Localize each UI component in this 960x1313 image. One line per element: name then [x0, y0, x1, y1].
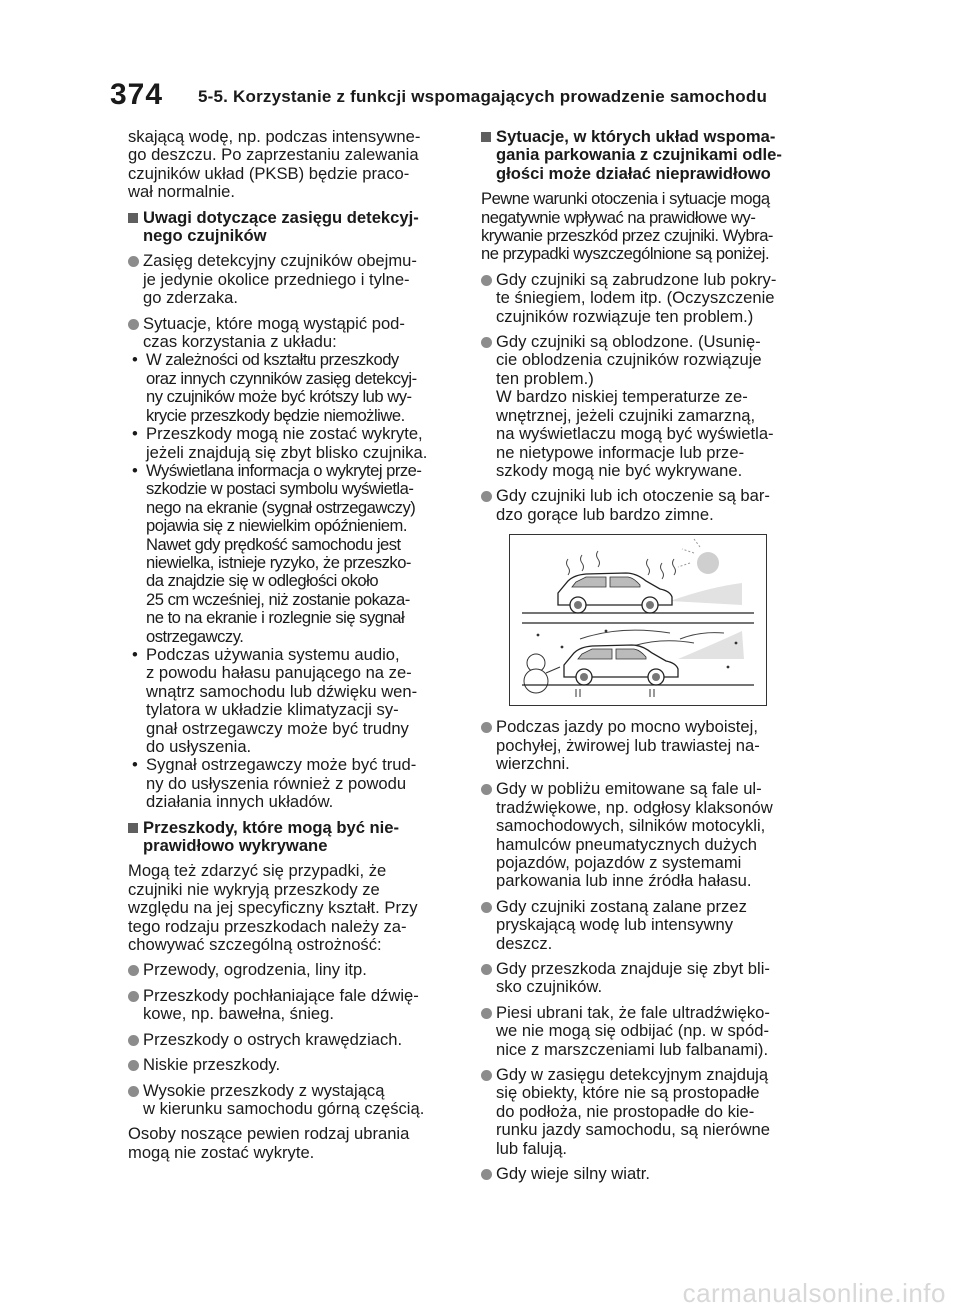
- circle-item: [481, 718, 811, 773]
- circle-bullet-icon: [481, 491, 492, 502]
- text-line: ten problem.): [496, 368, 594, 388]
- text-line: mogą nie zostać wykryte.: [128, 1142, 315, 1162]
- list-item: [128, 756, 458, 811]
- text-line: Gdy przeszkoda znajduje się zbyt bli-: [496, 959, 770, 978]
- text-line: tradźwiękowe, np. odgłosy klaksonów: [496, 797, 773, 817]
- list-item: [128, 646, 458, 756]
- circle-bullet-icon: [128, 1035, 139, 1046]
- text-line: Przewody, ogrodzenia, liny itp.: [143, 960, 367, 980]
- sun-icon: [678, 539, 719, 574]
- wind-lines-icon: [580, 630, 724, 647]
- text-line: jeżeli znajdują się zbyt blisko czujnika.: [146, 442, 428, 462]
- page-header: [110, 78, 850, 118]
- text-line: W zależności od kształtu przeszkody: [146, 350, 399, 370]
- text-line: do podłoża, nie prostopadłe do kie-: [496, 1101, 755, 1121]
- text-line: pojazdów, pojazdów z systemami: [496, 852, 742, 872]
- text-line: tylatora w układzie klimatyzacji sy-: [146, 700, 399, 720]
- car-suv-icon: [564, 645, 678, 685]
- list-item: [128, 425, 458, 462]
- text-line: da znajdzie się w odległości około: [146, 571, 379, 591]
- circle-bullet-icon: [481, 1169, 492, 1180]
- text-line: wierzchni.: [496, 753, 570, 773]
- circle-bullet-icon: [481, 722, 492, 733]
- headlight-beam-shape: [678, 631, 744, 659]
- text-line: te śniegiem, lodem itp. (Oczyszczenie: [496, 288, 775, 308]
- text-line: szkody mogą nie być wykrywane.: [496, 460, 743, 480]
- circle-bullet-icon: [128, 1086, 139, 1097]
- text-line: nice z marszczeniami lub falbanami).: [496, 1039, 769, 1059]
- text-line: go deszczu. Po zaprzestaniu zalewania: [128, 145, 419, 165]
- circle-item: [128, 315, 458, 352]
- list-item: [128, 351, 458, 425]
- text-line: Wyświetlana informacja o wykrytej prze-: [146, 460, 422, 480]
- circle-item: [481, 333, 811, 480]
- page-number: 374: [110, 78, 164, 111]
- text-line: z powodu hałasu panującego na ze-: [146, 663, 412, 683]
- circle-item: [481, 898, 811, 953]
- text-line: pochyłej, żwirowej lub trawiastej na-: [496, 735, 760, 755]
- circle-item: [481, 271, 811, 326]
- bullet-icon: •: [132, 424, 138, 444]
- text-line: nego na ekranie (sygnał ostrzegawczy): [146, 497, 416, 517]
- bullet-icon: •: [132, 755, 138, 775]
- circle-bullet-icon: [481, 784, 492, 795]
- text-line: W bardzo niskiej temperaturze ze-: [496, 387, 748, 407]
- section-title: 5-5. Korzystanie z funkcji wspomagających prowadzenie samochodu: [198, 87, 768, 106]
- text-line: Gdy wieje silny wiatr.: [496, 1164, 651, 1184]
- paragraph: [481, 190, 811, 264]
- circle-bullet-icon: [481, 1008, 492, 1019]
- text-line: prawidłowo wykrywane: [143, 836, 328, 856]
- heading-detection-range: [128, 209, 458, 246]
- circle-bullet-icon: [128, 991, 139, 1002]
- text-line: wnątrz samochodu lub dźwięku wen-: [146, 681, 418, 701]
- text-line: Nawet gdy prędkość samochodu jest: [146, 534, 401, 554]
- circle-item: [128, 961, 458, 979]
- text-line: we nie mogą się odbijać (np. w spód-: [496, 1021, 770, 1041]
- text-line: kowe, np. bawełna, śnieg.: [143, 1004, 334, 1024]
- text-line: runku jazdy samochodu, są nierówne: [496, 1120, 770, 1140]
- text-line: wał normalnie.: [128, 182, 235, 202]
- circle-item: [128, 252, 458, 307]
- circle-bullet-icon: [128, 319, 139, 330]
- text-line: pryskającą wodę lub intensywny: [496, 915, 734, 935]
- text-line: Gdy czujniki lub ich otoczenie są bar-: [496, 486, 770, 506]
- bullet-icon: •: [132, 350, 138, 370]
- text-line: krycie przeszkody będzie niemożliwe.: [146, 405, 405, 425]
- text-line: skającą wodę, np. podczas intensywne-: [128, 127, 421, 146]
- square-bullet-icon: [481, 132, 491, 142]
- text-line: w kierunku samochodu górną częścią.: [143, 1098, 425, 1118]
- text-line: Przeszkody pochłaniające fale dźwię-: [143, 985, 419, 1005]
- text-line: Gdy czujniki zostaną zalane przez: [496, 896, 747, 916]
- circle-bullet-icon: [481, 1070, 492, 1081]
- text-line: oraz innych czynników zasięg detekcyj-: [146, 368, 417, 388]
- circle-bullet-icon: [481, 902, 492, 913]
- circle-bullet-icon: [128, 256, 139, 267]
- text-line: deszcz.: [496, 933, 553, 953]
- text-line: ne przypadki wyszczególnione są poniżej.: [481, 244, 770, 264]
- list-item: [128, 462, 458, 646]
- text-line: czas korzystania z układu:: [143, 332, 337, 352]
- text-line: tego rodzaju przeszkodach należy za-: [128, 916, 407, 936]
- text-line: ny czujników może być krótszy lub wy-: [146, 387, 412, 407]
- square-bullet-icon: [128, 823, 138, 833]
- text-line: czujników rozwiązuje ten problem.): [496, 306, 754, 326]
- text-line: Mogą też zdarzyć się przypadki, że: [128, 861, 387, 881]
- text-line: do usłyszenia.: [146, 737, 252, 756]
- text-line: nego czujników: [143, 226, 267, 246]
- circle-item: [481, 1066, 811, 1158]
- text-line: czujniki nie wykryją przeszkody ze: [128, 879, 380, 899]
- text-line: gania parkowania z czujnikami odle-: [496, 145, 782, 165]
- text-line: Podczas używania systemu audio,: [146, 644, 400, 664]
- heading-incorrect-detection: [128, 819, 458, 856]
- text-line: lub falują.: [496, 1138, 568, 1158]
- text-line: samochodowych, silników motocykli,: [496, 816, 766, 836]
- hot-and-icy-car-illustration: [509, 534, 767, 706]
- text-line: hamulców pneumatycznych dużych: [496, 834, 758, 854]
- snowman-icon: [524, 654, 560, 693]
- text-line: wnętrznej, jeżeli czujniki zamarzną,: [496, 405, 756, 425]
- circle-item: [481, 960, 811, 997]
- text-line: negatywnie wpływać na prawidłowe wy-: [481, 207, 756, 227]
- text-line: Przeszkody o ostrych krawędziach.: [143, 1029, 403, 1049]
- circle-item: [481, 487, 811, 524]
- text-line: dzo gorące lub bardzo zimne.: [496, 504, 714, 524]
- circle-item: [128, 1082, 458, 1119]
- text-line: niewielka, istnieje ryzyko, że przeszko-: [146, 552, 411, 572]
- circle-bullet-icon: [481, 337, 492, 348]
- ice-marks-icon: [576, 689, 654, 697]
- intro-paragraph: [128, 128, 458, 202]
- text-line: Sytuacje, w których układ wspoma-: [496, 127, 776, 146]
- text-line: go zderzaka.: [143, 288, 239, 308]
- bullet-icon: •: [132, 460, 138, 480]
- bullet-icon: •: [132, 644, 138, 664]
- text-line: Przeszkody mogą nie zostać wykryte,: [146, 424, 423, 444]
- circle-item: [128, 987, 458, 1024]
- text-line: ny do usłyszenia również z powodu: [146, 773, 407, 793]
- text-line: Podczas jazdy po mocno wyboistej,: [496, 717, 758, 737]
- circle-bullet-icon: [128, 965, 139, 976]
- text-line: ne nietypowe informacje lub prze-: [496, 442, 745, 462]
- text-line: cie oblodzenia czujników rozwiązuje: [496, 350, 762, 370]
- text-line: 25 cm wcześniej, niż zostanie pokaza-: [146, 589, 410, 609]
- text-line: szkodzie w postaci symbolu wyświetla-: [146, 479, 414, 499]
- circle-item: [481, 1004, 811, 1059]
- text-line: Uwagi dotyczące zasięgu detekcyj-: [143, 207, 419, 227]
- text-line: Pewne warunki otoczenia i sytuacje mogą: [481, 189, 770, 209]
- circle-item: [128, 1031, 458, 1049]
- headlight-beam-shape: [670, 583, 742, 605]
- circle-item: [481, 780, 811, 890]
- text-line: parkowania lub inne źródła hałasu.: [496, 871, 752, 891]
- text-line: krywanie przeszkód przez czujniki. Wybra-: [481, 226, 773, 246]
- text-line: Piesi ubrani tak, że fale ultradźwięko-: [496, 1002, 770, 1022]
- watermark: carmanualsonline.info: [682, 1278, 946, 1308]
- text-line: pojawia się z niewielkim opóźnieniem.: [146, 516, 407, 536]
- text-line: Niskie przeszkody.: [143, 1055, 281, 1075]
- right-column: [481, 128, 811, 1190]
- text-line: Gdy czujniki są zabrudzone lub pokry-: [496, 269, 777, 289]
- text-line: się obiekty, które nie są prostopadłe: [496, 1083, 760, 1103]
- left-column: [128, 128, 458, 1169]
- circle-bullet-icon: [481, 275, 492, 286]
- text-line: na wyświetlaczu mogą być wyświetla-: [496, 424, 774, 444]
- square-bullet-icon: [128, 213, 138, 223]
- text-line: Gdy w pobliżu emitowane są fale ul-: [496, 779, 762, 799]
- text-line: sko czujników.: [496, 977, 603, 997]
- heading-malfunction-situations: [481, 128, 811, 183]
- circle-bullet-icon: [128, 1060, 139, 1071]
- bullet-list: [128, 351, 458, 811]
- text-line: chowywać szczególną ostrożność:: [128, 935, 382, 955]
- text-line: je jedynie okolice przedniego i tylne-: [143, 269, 410, 289]
- text-line: Wysokie przeszkody z wystającą: [143, 1080, 385, 1100]
- paragraph: [128, 862, 458, 954]
- paragraph: [128, 1125, 458, 1162]
- text-line: Gdy w zasięgu detekcyjnym znajdują: [496, 1065, 769, 1085]
- circle-item: [128, 1056, 458, 1074]
- text-line: Zasięg detekcyjny czujników obejmu-: [143, 251, 417, 271]
- text-line: Przeszkody, które mogą być nie-: [143, 817, 400, 837]
- text-line: Sytuacje, które mogą wystąpić pod-: [143, 313, 405, 333]
- text-line: działania innych układów.: [146, 792, 334, 812]
- text-line: Sygnał ostrzegawczy może być trud-: [146, 755, 417, 775]
- text-line: ostrzegawczy.: [146, 626, 244, 646]
- text-line: ne to na ekranie i rozlegnie się sygnał: [146, 608, 405, 628]
- text-line: czujników układ (PKSB) będzie praco-: [128, 163, 410, 183]
- circle-bullet-icon: [481, 964, 492, 975]
- text-line: Osoby noszące pewien rodzaj ubrania: [128, 1124, 410, 1144]
- car-illustration-svg: [510, 535, 766, 705]
- text-line: względu na jej specyficzny kształt. Przy: [128, 898, 418, 918]
- text-line: gnał ostrzegawczy może być trudny: [146, 718, 409, 738]
- text-line: głości może działać nieprawidłowo: [496, 163, 771, 183]
- car-suv-icon: [558, 573, 672, 613]
- text-line: Gdy czujniki są oblodzone. (Usunię-: [496, 332, 761, 352]
- circle-item: [481, 1165, 811, 1183]
